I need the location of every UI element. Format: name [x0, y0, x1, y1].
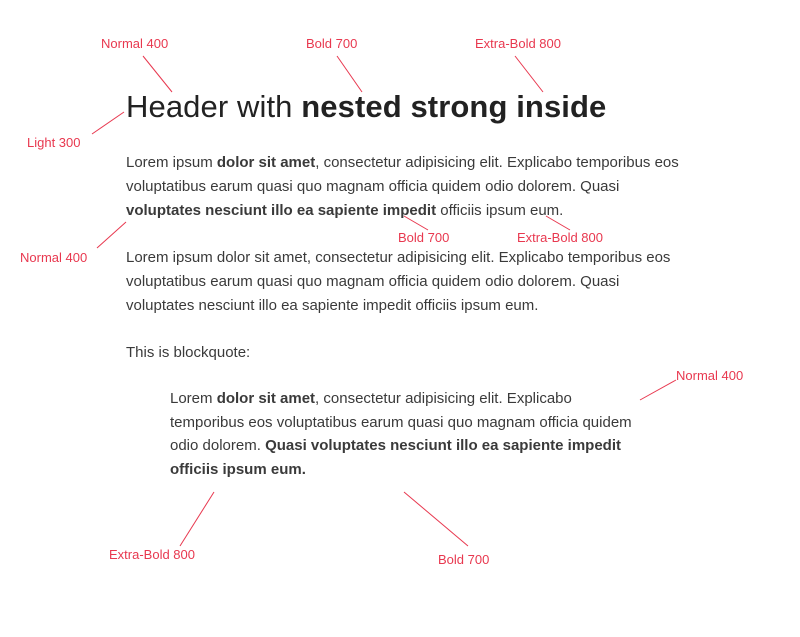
- p1-bold-2: [126, 202, 436, 219]
- bq-bold-3: officiis ipsum eum.: [170, 461, 306, 479]
- p1-extrabold-2: voluptates nesciunt illo ea sapiente impedit: [126, 201, 437, 219]
- annotation-light-300: Light 300: [27, 135, 81, 150]
- p1-text-1: Lorem ipsum: [126, 154, 217, 172]
- annotation-normal-400-top: Normal 400: [101, 36, 169, 51]
- page-title: [126, 88, 686, 125]
- paragraph-two: Lorem ipsum dolor sit amet, consectetur adipisicing elit. Explicabo temporibus eos voluptatibus earum quasi quo magnam officia quidem odio dolorem. Quasi voluptates nesciunt illo ea sapiente impedit officiis ipsum eum.: [126, 249, 671, 314]
- leader-extra-bold-800-bottom: [180, 492, 214, 546]
- annotation-extra-bold-800-top: Extra-Bold 800: [475, 36, 561, 51]
- leader-bold-700-top: [337, 56, 362, 92]
- annotation-normal-400-left: Normal 400: [20, 250, 88, 265]
- bq-text-2: , consectetur adipisicing elit. Explicabo temporibus eos voluptatibus earum quasi quo magnam officia quidem odio dolorem.: [170, 390, 632, 455]
- p1-text-2: , consectetur adipisicing elit. Explicabo temporibus eos voluptatibus earum quasi quo magnam officia quidem odio dolorem. Quasi: [126, 154, 679, 195]
- heading-extrabold-text: strong inside: [410, 89, 607, 124]
- bq-bold-2: Quasi voluptates nesciunt illo ea sapiente impedit: [265, 437, 621, 455]
- p1-bold-1: dolor sit amet: [216, 154, 316, 172]
- bq-bold-1: [217, 390, 315, 407]
- annotation-extra-bold-800-mid: Extra-Bold 800: [517, 230, 603, 245]
- blockquote: [126, 387, 640, 482]
- annotation-bold-700-bottom: Bold 700: [438, 552, 490, 567]
- heading-bold-label: nested: [301, 89, 411, 124]
- p1-text-3: officiis ipsum eum.: [436, 201, 564, 219]
- annotation-bold-700-mid: Bold 700: [398, 230, 450, 245]
- heading-bold-text: [301, 89, 606, 124]
- leader-normal-400-left: [97, 222, 126, 248]
- leader-extra-bold-800-top: [515, 56, 543, 92]
- annotation-bold-700-top: Bold 700: [306, 36, 358, 51]
- bq-text-1: Lorem: [170, 390, 217, 407]
- leader-light-300: [92, 112, 124, 134]
- annotation-normal-400-right: Normal 400: [676, 368, 744, 383]
- paragraph-one: [126, 151, 686, 222]
- document-content: [126, 88, 686, 482]
- bq-extrabold-1: dolor sit amet: [216, 390, 316, 407]
- paragraph-three: This is blockquote:: [126, 344, 251, 362]
- leader-bold-700-bottom: [404, 492, 468, 546]
- annotation-extra-bold-800-bottom: Extra-Bold 800: [109, 547, 195, 562]
- heading-normal-text: Header with: [126, 89, 302, 124]
- leader-normal-400-top: [143, 56, 172, 92]
